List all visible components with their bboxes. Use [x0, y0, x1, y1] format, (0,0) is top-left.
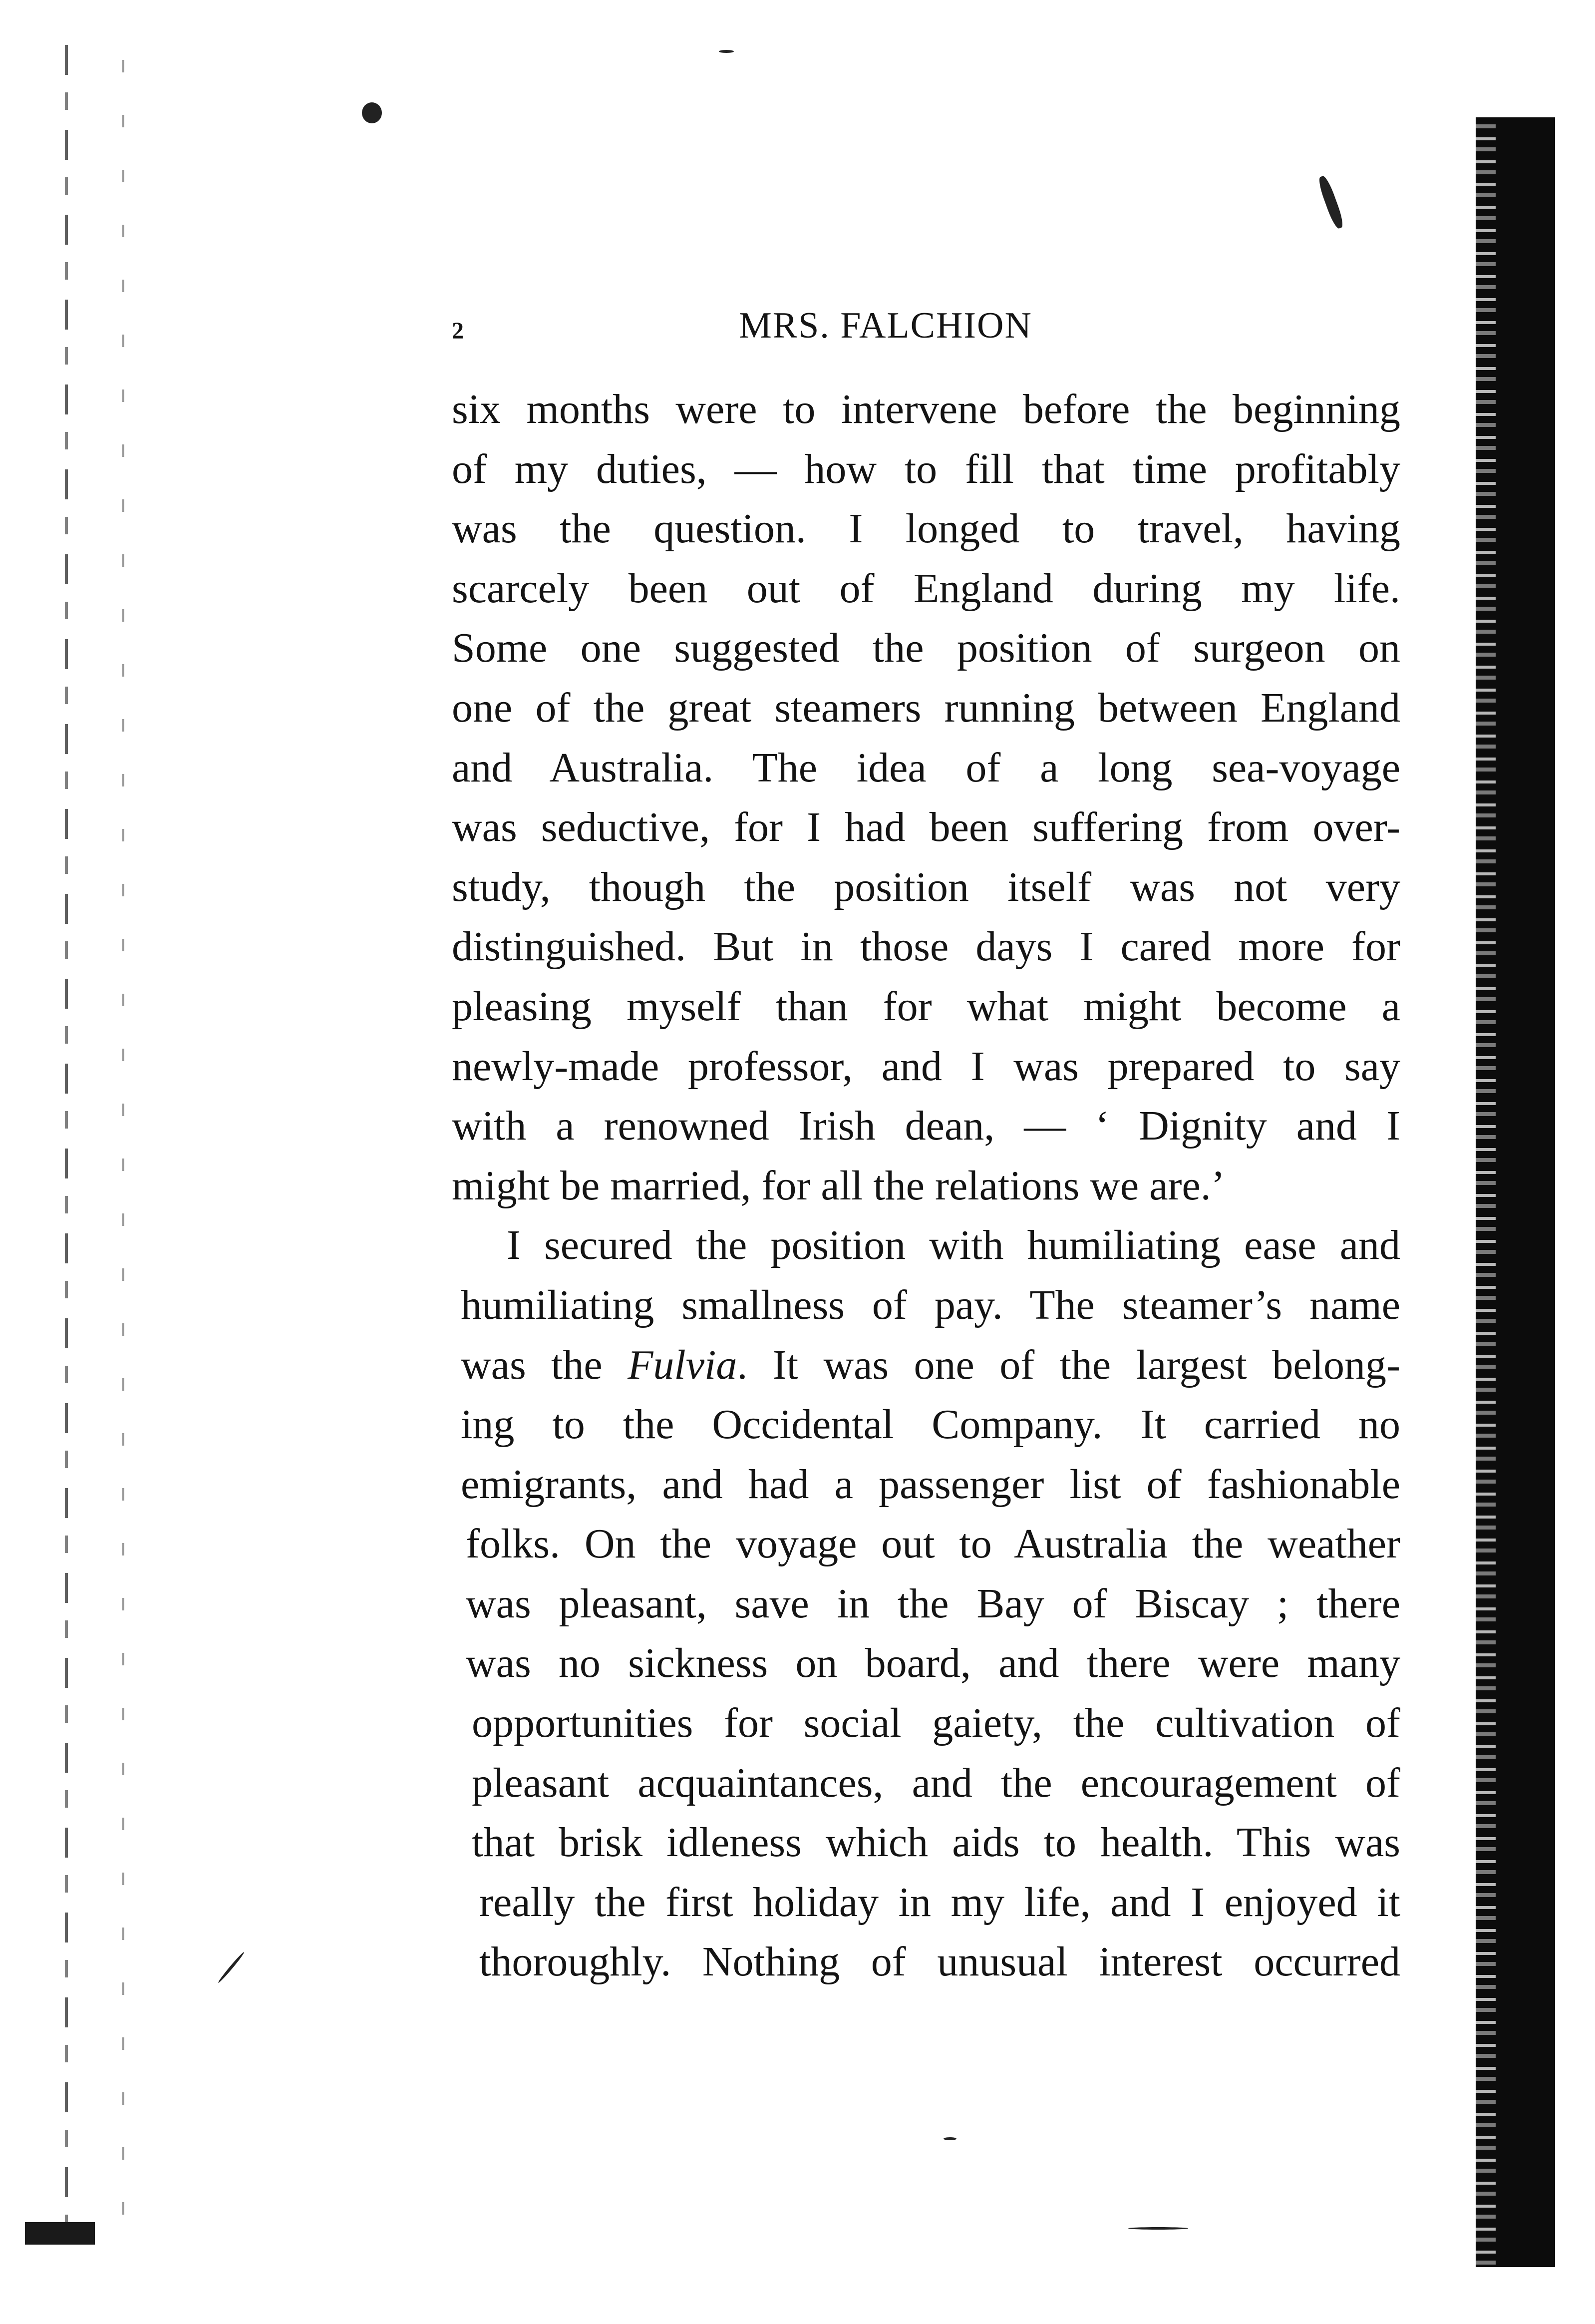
text-line: one of the great steamers running between England	[452, 684, 1400, 731]
scan-speck	[944, 2137, 957, 2140]
text-line: was the question. I longed to travel, having	[452, 505, 1400, 552]
text-line: humiliating smallness of pay. The steamer’s name	[461, 1281, 1400, 1328]
text-line: was no sickness on board, and there were many	[466, 1640, 1400, 1687]
text-line: opportunities for social gaiety, the cultivation of	[472, 1700, 1400, 1747]
text-line: six months were to intervene before the beginning	[452, 386, 1400, 432]
text-line: scarcely been out of England during my life.	[452, 565, 1400, 612]
text-line: of my duties, — how to fill that time profitably	[452, 445, 1400, 492]
text-line: was the Fulvia. It was one of the largest belong-	[461, 1341, 1400, 1388]
page-number: 2	[452, 318, 464, 344]
text-line: with a renowned Irish dean, — ‘ Dignity and I	[452, 1103, 1400, 1150]
scan-speck	[362, 102, 382, 123]
text-line: pleasing myself than for what might become a	[452, 983, 1400, 1030]
text-line: study, though the position itself was not very	[452, 863, 1400, 910]
text-line: thoroughly. Nothing of unusual interest occurred	[479, 1938, 1400, 1985]
scan-left-binding-edge	[65, 45, 68, 2237]
text-line: might be married, for all the relations we are.’	[452, 1162, 1225, 1209]
text-line: was pleasant, save in the Bay of Biscay ; there	[466, 1580, 1400, 1627]
scan-speck	[217, 1951, 245, 1983]
text-line: emigrants, and had a passenger list of fashionable	[461, 1461, 1400, 1508]
text-line: ing to the Occidental Company. It carried no	[461, 1401, 1400, 1448]
body-text	[452, 380, 1400, 1992]
text-line: I secured the position with humiliating ease and	[507, 1222, 1400, 1269]
text-line: Some one suggested the position of surgeon on	[452, 625, 1400, 672]
ship-name: Fulvia	[628, 1341, 737, 1388]
text-line: that brisk idleness which aids to health. This was	[472, 1819, 1400, 1866]
scan-right-dark-margin	[1493, 117, 1555, 2267]
text-line: was seductive, for I had been suffering from over-	[452, 804, 1400, 851]
scan-speck	[719, 50, 734, 53]
text-line: folks. On the voyage out to Australia the weather	[466, 1521, 1400, 1567]
scan-left-binding-shadow	[122, 60, 124, 2237]
running-head: MRS. FALCHION	[739, 305, 1032, 346]
text-line: distinguished. But in those days I cared more for	[452, 923, 1400, 970]
text-line: and Australia. The idea of a long sea-voyage	[452, 744, 1400, 791]
text-line: pleasant acquaintances, and the encouragement of	[472, 1759, 1400, 1806]
scan-corner-mark	[25, 2222, 95, 2245]
text-line: newly-made professor, and I was prepared to say	[452, 1043, 1400, 1090]
scan-speck	[1128, 2227, 1188, 2230]
text-line: really the first holiday in my life, and I enjoyed it	[479, 1879, 1400, 1926]
scan-speck	[1316, 175, 1345, 230]
